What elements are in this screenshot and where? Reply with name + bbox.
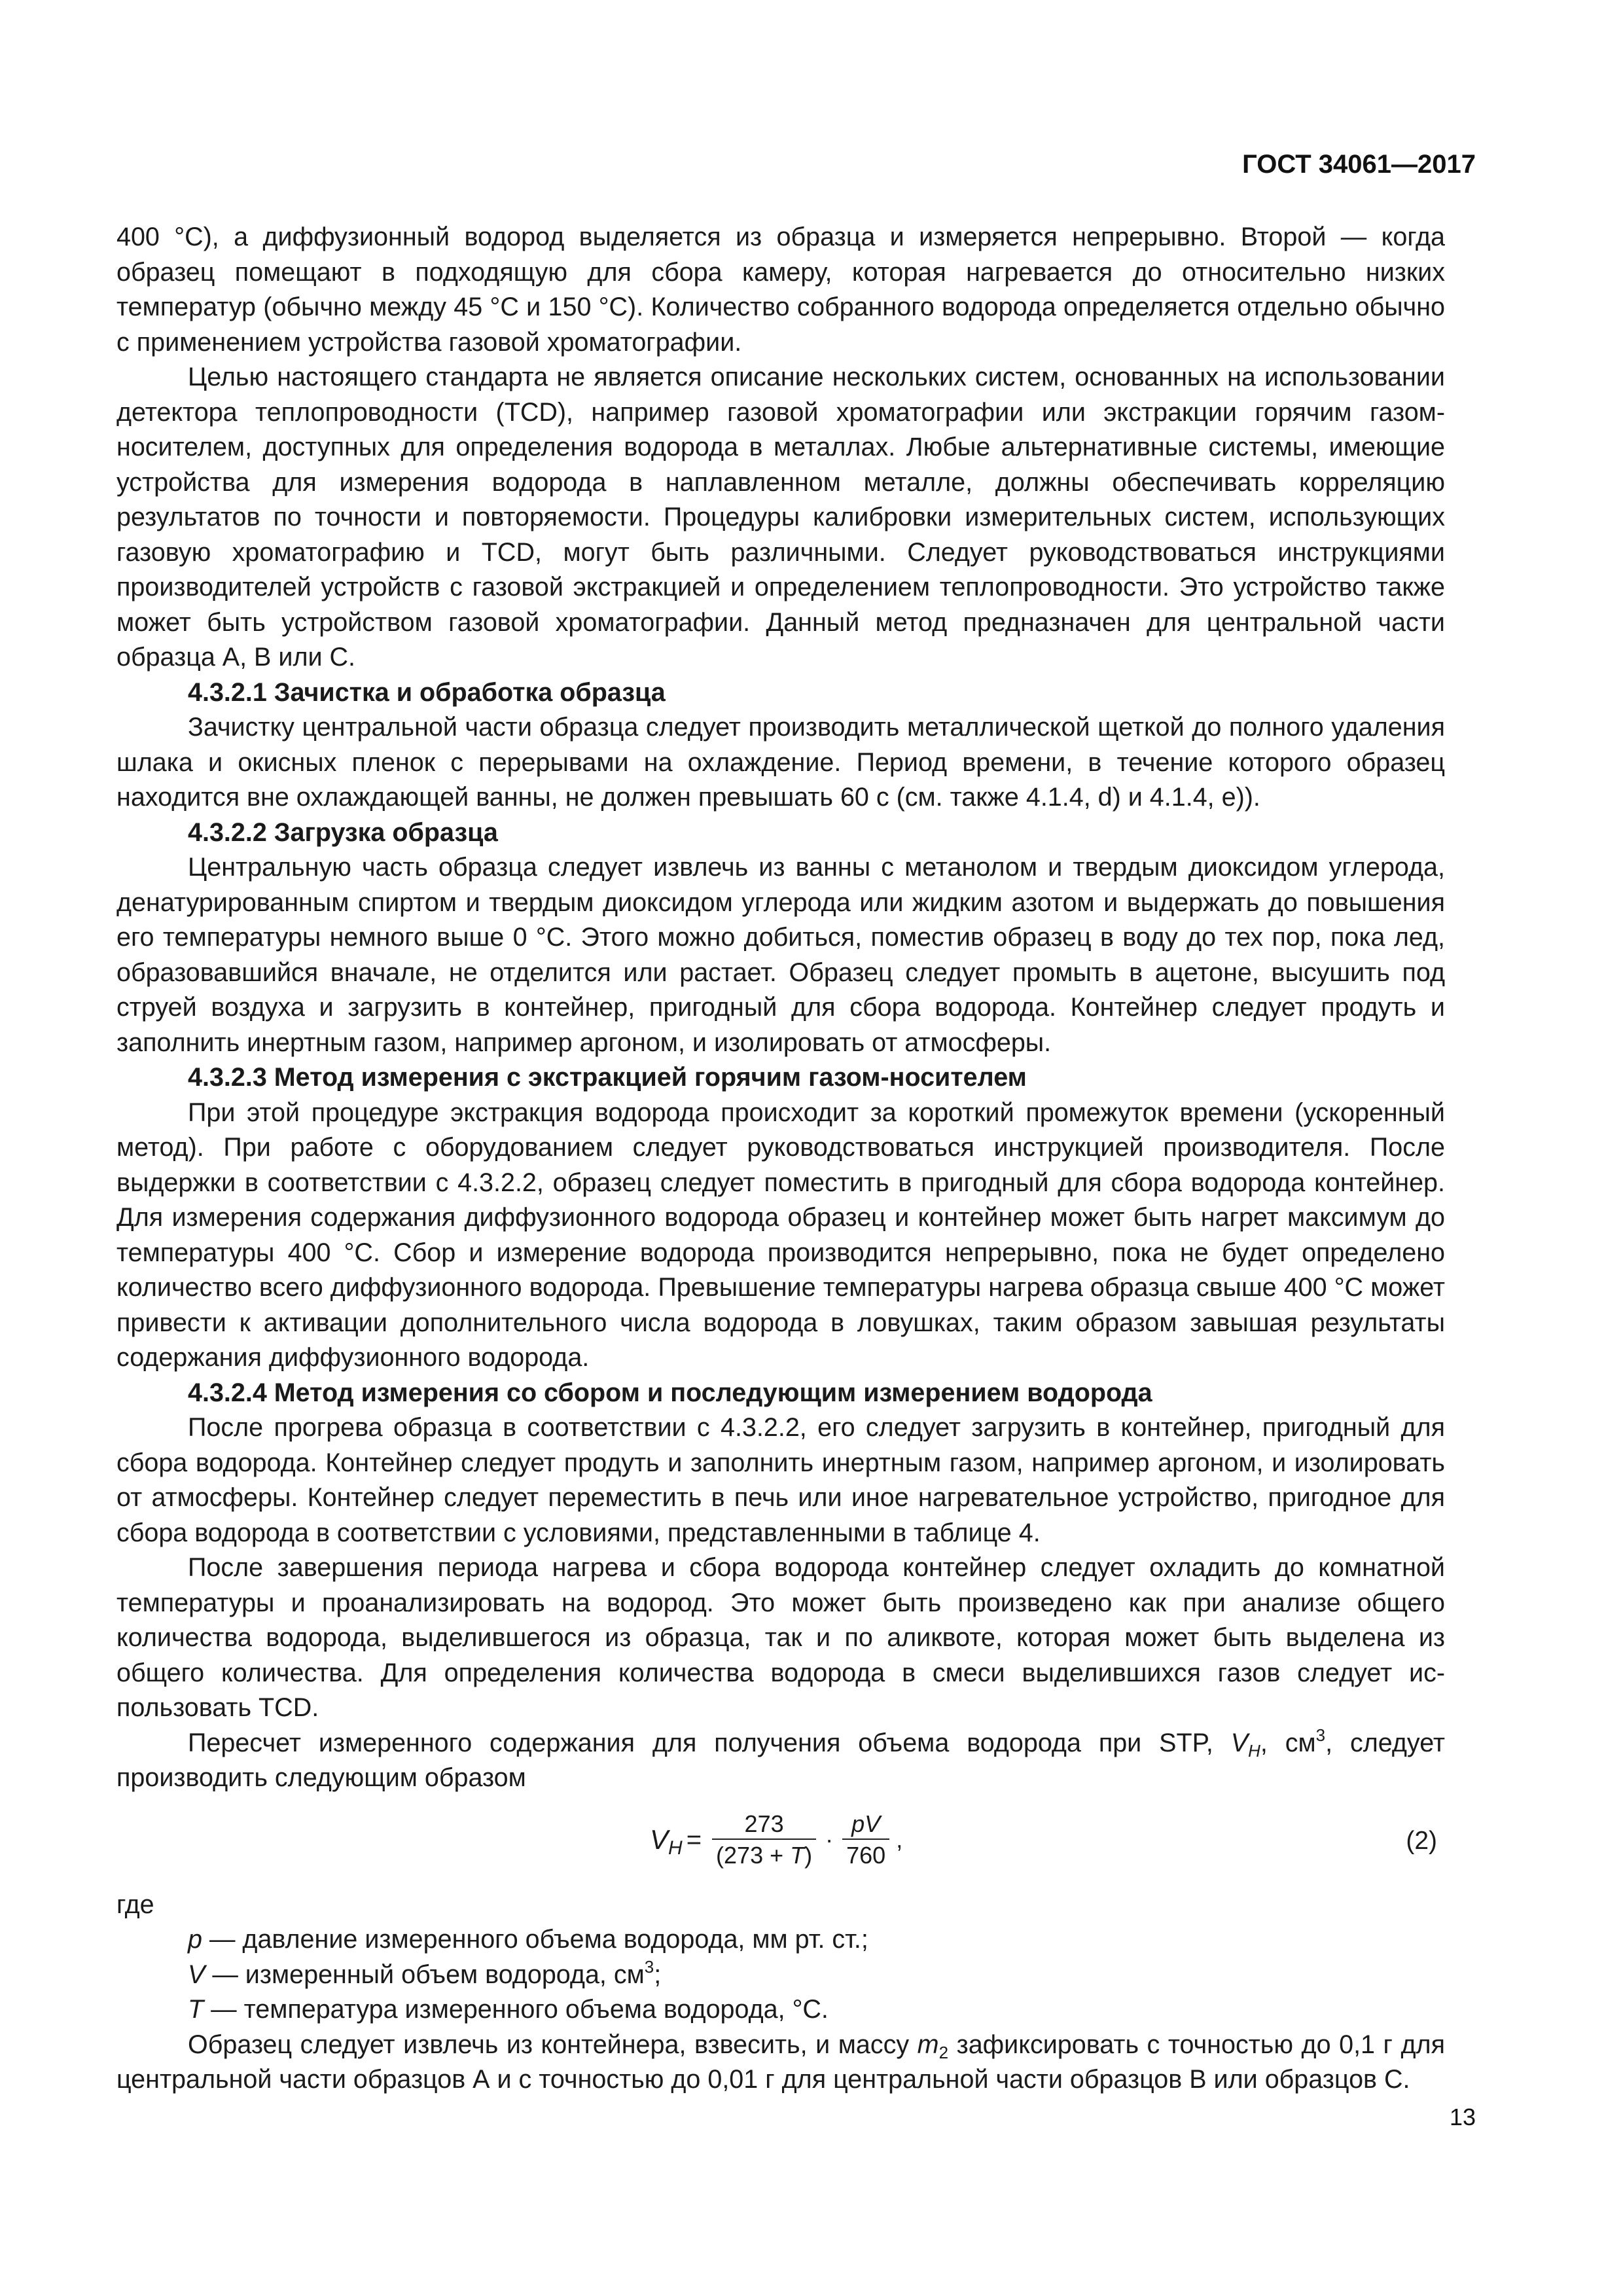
section-heading-4-3-2-3: 4.3.2.3 Метод измерения с экстракцией горячим газом-носителем: [188, 1063, 1027, 1092]
paragraph-purpose: Целью настоящего стандарта не является описание нескольких систем, основанных на использовании детектора теплопроводности (TCD), например газовой хроматографии или экстракции горячим газом-носителем, доступных для определения водорода в металлах. Любые альтернативные системы, имеющие устройства для измерения водорода в наплавленном металле, должны обеспечивать корреляцию результатов по точности и повторяемости. Процедуры калибровки измерительных систем, использующих газовую хроматографию и TCD, могут быть различными. Следует руководствоваться инструкциями производителей устройств с газовой экстракцией и определением теплопроводности. Это устройство также может быть устройством газовой хроматографии. Данный метод предназначен для центральной части образца А, В или С.: [116, 363, 1445, 672]
fraction-temperature: $\frac{273}{(273 + T)}$: [712, 1810, 816, 1870]
equation-body: [650, 1803, 902, 1878]
equation-comma: ,: [896, 1826, 903, 1853]
page-number: 13: [1449, 2104, 1476, 2130]
definition-p: p — давление измеренного объема водорода, мм рт. ст.;: [188, 1925, 868, 1954]
definition-v: V — измеренный объем водорода, $см^3$;: [188, 1956, 662, 1989]
multiply-dot: ·: [825, 1826, 834, 1853]
paragraph-cleaning: Зачистку центральной части образца следует производить металлической щеткой до полного удаления шлака и окисных пленок с перерывами на охлаждение. Период времени, в течение которого образец находится вне охлаждающей ванны, не должен превышать 60 с (см. также 4.1.4, d) и 4.1.4, е)).: [116, 713, 1445, 812]
paragraph-continuation: 400 °С), а диффузионный водород выделяется из образца и измеряется непрерывно. Второй — когда образец помещают в подходящую для сбора камеру, которая нагревается до относительно низких температур (обычно между 45 °С и 150 °С). Количество собранного водорода определяется отдельно обычно с применением устройства газовой хроматографии.: [116, 223, 1445, 357]
equals-sign: =: [686, 1825, 702, 1854]
equation-lhs: $V_H$: [650, 1824, 683, 1859]
section-heading-4-3-2-1: 4.3.2.1 Зачистка и обработка образца: [188, 677, 666, 707]
section-heading-4-3-2-2: 4.3.2.2 Загрузка образца: [188, 817, 498, 847]
page-content: [116, 220, 1445, 2098]
equation-2: [116, 1796, 1445, 1888]
definition-t: T — температура измеренного объема водорода, °С.: [188, 1995, 829, 2024]
section-heading-4-3-2-4: 4.3.2.4 Метод измерения со сбором и последующим измерением водорода: [188, 1378, 1152, 1407]
paragraph-cooling-analysis: После завершения периода нагрева и сбора водорода контейнер следует охладить до комнатной температуры и проанализировать на водород. Это может быть произведено как при анализе общего количества водорода, выделившегося из образца, так и по аликвоте, которая может быть выделена из общего количества. Для определения количества водорода в смеси выделившихся газов следует использовать TCD.: [116, 1553, 1445, 1722]
document-code-header: ГОСТ 34061—2017: [1242, 150, 1476, 179]
paragraph-loading: Центральную часть образца следует извлечь из ванны с метанолом и твердым диоксидом углерода, денатурированным спиртом и твердым диоксидом углерода или жидким азотом и выдержать до повышения его температуры немного выше 0 °С. Этого можно добиться, поместив образец в воду до тех пор, пока лед, образовавшийся вначале, не отделится или растает. Образец следует промыть в ацетоне, высушить под струей воздуха и загрузить в контейнер, пригодный для сбора водорода. Контейнер следует продуть и заполнить инертным газом, например аргоном, и изолировать от атмосферы.: [116, 853, 1445, 1057]
paragraph-hot-extraction: При этой процедуре экстракция водорода происходит за короткий промежуток времени (ускоренный метод). При работе с оборудованием следует руководствоваться инструкцией производителя. После выдержки в соответствии с 4.3.2.2, образец следует поместить в пригодный для сбора водорода контейнер. Для измерения содержания диффузионного водорода образец и контейнер может быть нагрет максимум до температуры 400 °С. Сбор и измерение водорода производится непрерывно, пока не будет определено количество всего диффузионного водорода. Превышение температуры нагрева образца свыше 400 °С может привести к активации дополнительного числа водорода в ловушках, таким образом завышая результаты содержания диффузионного водорода.: [116, 1098, 1445, 1372]
where-label: где: [116, 1890, 154, 1919]
paragraph-weighing: Образец следует извлечь из контейнера, взвесить, и массу $m_2$ зафиксировать с точностью до 0,1 г для центральной части образцов А и с точностью до 0,01 г для центральной части образцов В или образцов С.: [116, 2030, 1445, 2094]
paragraph-collection: После прогрева образца в соответствии с 4.3.2.2, его следует загрузить в контейнер, пригодный для сбора водорода. Контейнер следует продуть и заполнить инертным газом, например аргоном, и изолировать от атмосферы. Контейнер следует переместить в печь или иное нагревательное устройство, пригодное для сбора водорода в соответствии с условиями, представленными в таблице 4.: [116, 1413, 1445, 1547]
equation-number: (2): [1406, 1826, 1437, 1855]
paragraph-recalculation: Пересчет измеренного содержания для получения объема водорода при STP, $V_H$, $см^3$, следует производить следующим образом: [116, 1725, 1445, 1792]
fraction-pressure: $\frac{pV}{760}$: [842, 1810, 889, 1870]
